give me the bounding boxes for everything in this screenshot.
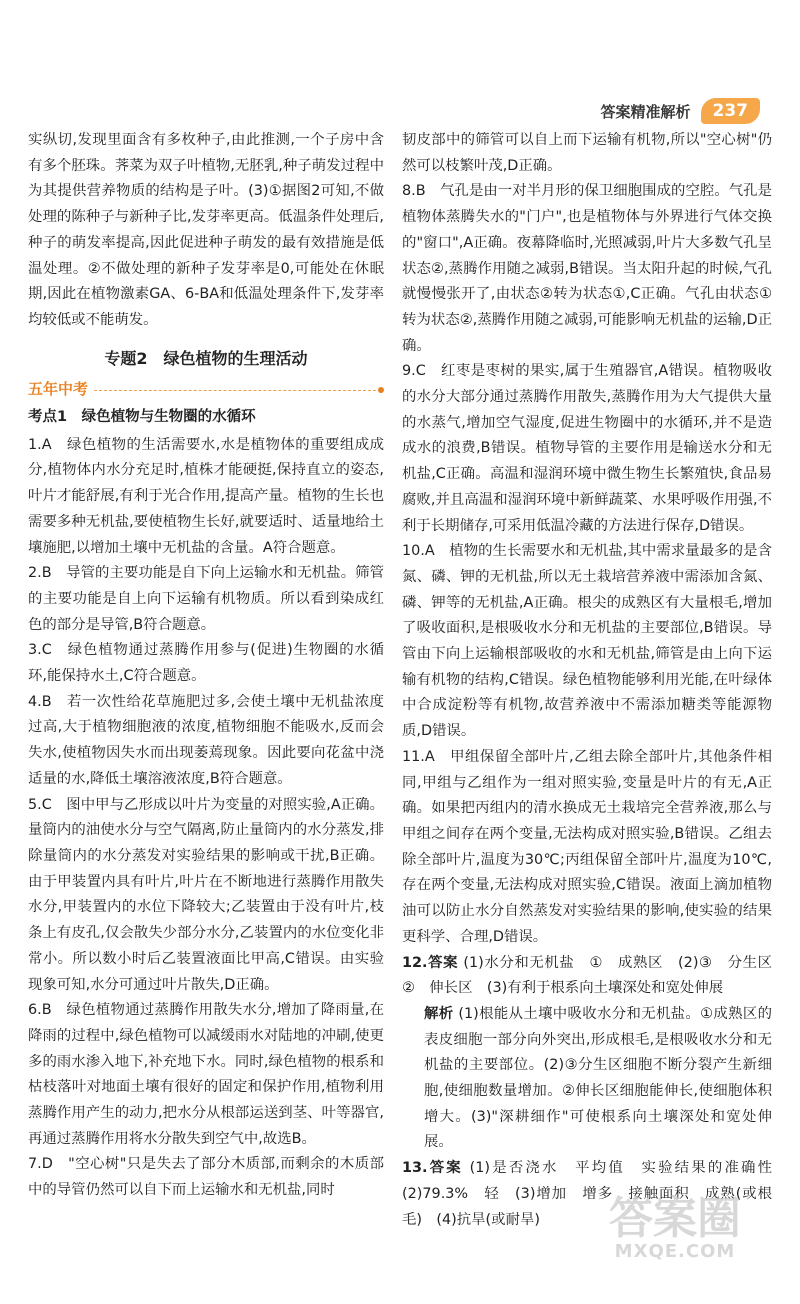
watermark-line2: MXQE.COM: [614, 1241, 736, 1262]
section-divider: [94, 390, 376, 391]
q13-answer: (1)是否浇水 平均值 实验结果的准确性 (2)79.3% 轻 (3)增加 增多 接触面积 成熟(或根毛) (4)抗旱(或耐旱): [402, 1160, 787, 1228]
answer-q7-continued: 韧皮部中的筛管可以自上而下运输有机物,所以"空心树"仍然可以枝繁叶茂,D正确。: [402, 132, 772, 174]
topic-title: 专题2 绿色植物的生理活动: [104, 348, 308, 368]
section-dot-icon: [378, 387, 384, 393]
answer-q1: 1.A 绿色植物的生活需要水,水是植物体的重要组成成分,植物体内水分充足时,植株才能硬挺,保持直立的姿态,叶片才能舒展,有利于光合作用,提高产量。植物的生长也需要多种无机盐,要使植物生长好,就要适时、适量地给土壤施肥,以增加土壤中无机盐的含量。A符合题意。: [28, 436, 384, 556]
section-label: 五年中考: [28, 380, 89, 399]
header-title: 答案精准解析: [600, 102, 691, 121]
answer-q7: 7.D "空心树"只是失去了部分木质部,而剩余的木质部中的导管仍然可以自下而上运输水和无机盐,同时: [28, 1156, 384, 1199]
right-column: [402, 128, 787, 1233]
q12-answer: (1)水分和无机盐 ① 成熟区 (2)③ 分生区 ② 伸长区 (3)有利于根系向土壤深处和宽处伸展: [402, 954, 787, 997]
answer-q3: 3.C 绿色植物通过蒸腾作用参与(促进)生物圈的水循环,能保持水土,C符合题意。: [28, 642, 384, 685]
watermark-line1: 答案圈: [609, 1193, 741, 1244]
answer-q6: 6.B 绿色植物通过蒸腾作用散失水分,增加了降雨量,在降雨的过程中,绿色植物可以减缓雨水对陆地的冲刷,使更多的雨水渗入地下,补充地下水。同时,绿色植物的根系和枯枝落叶对地面土壤有很好的固定和保护作用,植物利用蒸腾作用产生的动力,把水分从根部运送到茎、叶等器官,再通过蒸腾作用将水分散失到空气中,故选B。: [28, 1002, 384, 1147]
page-header: [600, 96, 760, 126]
answer-q2: 2.B 导管的主要功能是自下向上运输水和无机盐。筛管的主要功能是自上向下运输有机物质。所以看到染成红色的部分是导管,B符合题意。: [28, 565, 384, 633]
watermark-logo: [590, 1193, 760, 1276]
answer-q11: 11.A 甲组保留全部叶片,乙组去除全部叶片,其他条件相同,甲组与乙组作为一组对照实验,变量是叶片的有无,A正确。如果把丙组内的清水换成无土栽培完全营养液,那么与甲组之间存在两个变量,无法构成对照实验,B错误。乙组去除全部叶片,温度为30℃;丙组保留全部叶片,温度为10℃,存在两个变量,无法构成对照实验,C错误。液面上滴加植物油可以防止水分自然蒸发对实验结果的影响,使实验的结果更科学、合理,D错误。: [402, 748, 772, 945]
kaodian-heading: 考点1 绿色植物与生物圈的水循环: [28, 409, 256, 426]
answer-q9: 9.C 红枣是枣树的果实,属于生殖器官,A错误。植物吸收的水分大部分通过蒸腾作用散失,蒸腾作用为大气提供大量的水蒸气,增加空气湿度,促进生物圈中的水循环,并不是造成水的浪费,B错误。植物导管的主要作用是输送水分和无机盐,C正确。高温和湿润环境中微生物生长繁殖快,食品易腐败,并且高温和湿润环境中新鲜蔬菜、水果呼吸作用强,不利于长期储存,可采用低温冷藏的方法进行保存,D错误。: [402, 363, 772, 534]
q13-label: 13.答案: [402, 1160, 463, 1177]
answer-q8: 8.B 气孔是由一对半月形的保卫细胞围成的空腔。气孔是植物体蒸腾失水的"门户",也是植物体与外界进行气体交换的"窗口",A正确。夜幕降临时,光照减弱,叶片大多数气孔呈状态②,蒸腾作用随之减弱,B错误。当太阳升起的时候,气孔就慢慢张开了,由状态②转为状态①,C正确。气孔由状态①转为状态②,蒸腾作用随之减弱,可能影响无机盐的运输,D正确。: [402, 183, 772, 354]
intro-paragraph: 实纵切,发现里面含有多枚种子,由此推测,一个子房中含有多个胚珠。荠菜为双子叶植物,无胚乳,种子萌发过程中为其提供营养物质的结构是子叶。(3)①据图2可知,不做处理的陈种子与新种子比,发芽率更高。低温条件处理后,种子的萌发率提高,因此促进种子萌发的最有效措施是低温处理。②不做处理的新种子发芽率是0,可能处在休眠期,因此在植物激素GA、6-BA和低温处理条件下,发芽率均较低或不能萌发。: [28, 132, 384, 328]
q12-analysis-text: (1)根能从土壤中吸收水分和无机盐。①成熟区的表皮细胞一部分向外突出,形成根毛,是根吸收水分和无机盐的主要部位。(2)③分生区细胞不断分裂产生新细胞,使细胞数量增加。②伸长区细胞能伸长,使细胞体积增大。(3)"深耕细作"可使根系向土壤深处和宽处伸展。: [424, 1005, 772, 1151]
answer-q10: 10.A 植物的生长需要水和无机盐,其中需求量最多的是含氮、磷、钾的无机盐,所以无土栽培营养液中需添加含氮、磷、钾等的无机盐,A正确。根尖的成熟区有大量根毛,增加了吸收面积,是根吸收水分和无机盐的主要部位,B错误。导管由下向上运输根部吸收的水和无机盐,筛管是由上向下运输有机物的结构,C错误。绿色植物能够利用光能,在叶绿体中合成淀粉等有机物,故营养液中不需添加糖类等能源物质,D错误。: [402, 543, 772, 740]
page-number-badge: 237: [701, 98, 761, 124]
left-column: [28, 128, 384, 1204]
answer-q4: 4.B 若一次性给花草施肥过多,会使土壤中无机盐浓度过高,大于植物细胞液的浓度,植物细胞不能吸水,反而会失水,使植物因失水而出现萎蔫现象。因此要向花盆中浇适量的水,降低土壤溶液浓度,B符合题意。: [28, 693, 384, 787]
answer-q5: 5.C 图中甲与乙形成以叶片为变量的对照实验,A正确。量筒内的油使水分与空气隔离,防止量筒内的水分蒸发,排除量筒内的水分蒸发对实验结果的影响或干扰,B正确。由于甲装置内具有叶片,叶片在不断地进行蒸腾作用散失水分,甲装置内的水位下降较大;乙装置由于没有叶片,枝条上有皮孔,仅会散失少部分水分,乙装置内的水位变化非常小。所以数小时后乙装置液面比甲高,C错误。由实验现象可知,水分可通过叶片散失,D正确。: [28, 796, 384, 993]
q12-analysis: [402, 1002, 772, 1156]
section-bar: [28, 377, 384, 403]
answer-q12: [402, 951, 787, 1002]
q12-analysis-label: 解析: [424, 1005, 454, 1022]
q12-label: 12.答案: [402, 954, 459, 971]
